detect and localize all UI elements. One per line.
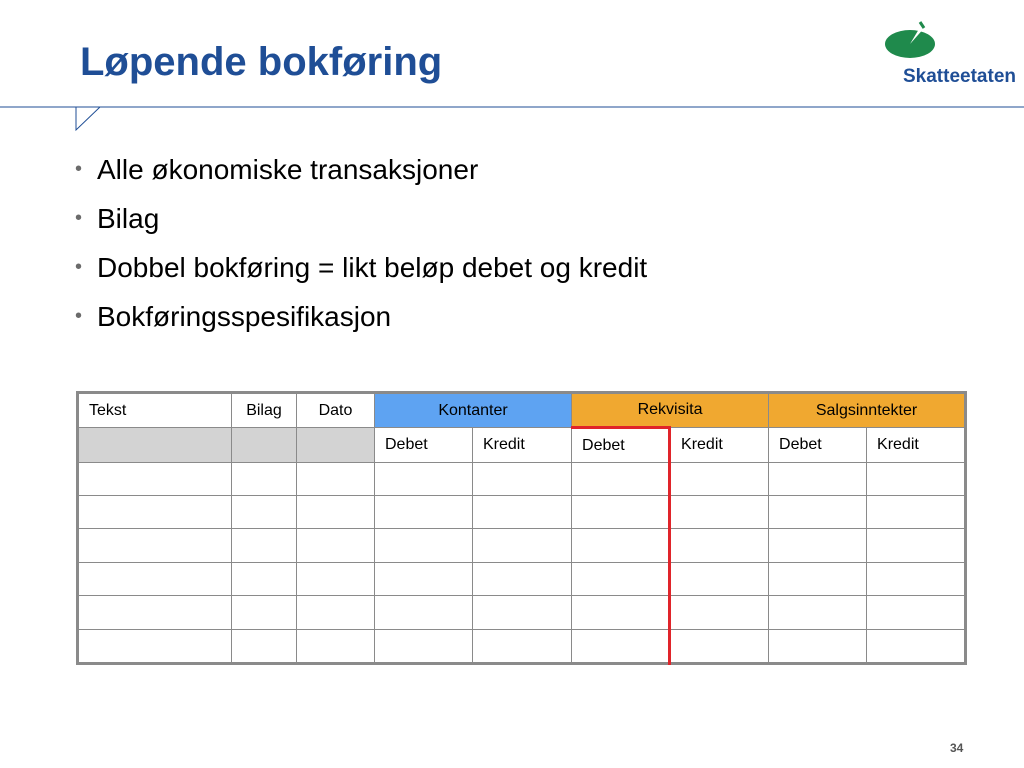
table-cell[interactable] xyxy=(375,629,473,663)
table-cell[interactable] xyxy=(572,496,670,529)
empty-rows xyxy=(78,462,966,663)
table-row xyxy=(78,462,966,495)
subheader-debet: Debet xyxy=(572,428,670,462)
table-cell[interactable] xyxy=(769,629,867,663)
bullet-list xyxy=(75,145,647,341)
table-row xyxy=(78,529,966,562)
bullet-item xyxy=(75,145,647,194)
table-cell[interactable] xyxy=(867,462,966,495)
header-kontanter: Kontanter xyxy=(375,393,572,428)
bullet-icon: • xyxy=(75,256,83,278)
bullet-icon: • xyxy=(75,207,83,229)
table-row xyxy=(78,562,966,595)
table-cell[interactable] xyxy=(572,596,670,629)
table-cell[interactable] xyxy=(572,629,670,663)
bullet-text: Bokføringsspesifikasjon xyxy=(97,301,392,332)
table-cell[interactable] xyxy=(572,562,670,595)
header-dato: Dato xyxy=(297,393,375,428)
table-cell[interactable] xyxy=(375,462,473,495)
table-cell[interactable] xyxy=(473,462,572,495)
header-rekvisita: Rekvisita xyxy=(572,393,769,428)
table-cell[interactable] xyxy=(297,529,375,562)
table-cell[interactable] xyxy=(867,496,966,529)
table-cell[interactable] xyxy=(375,496,473,529)
subheader-kredit: Kredit xyxy=(670,428,769,462)
table-cell[interactable] xyxy=(867,596,966,629)
bullet-item xyxy=(75,243,647,292)
subheader-kredit: Kredit xyxy=(867,428,966,462)
header-row xyxy=(78,393,966,428)
table-cell xyxy=(78,428,232,462)
table-cell[interactable] xyxy=(78,629,232,663)
header-salgsinntekter: Salgsinntekter xyxy=(769,393,966,428)
table-cell[interactable] xyxy=(297,596,375,629)
table-row xyxy=(78,629,966,663)
header-bilag: Bilag xyxy=(232,393,297,428)
table-cell[interactable] xyxy=(297,496,375,529)
bullet-icon: • xyxy=(75,305,83,327)
logo-text: Skatteetaten xyxy=(903,66,1016,87)
page-number: 34 xyxy=(950,741,964,755)
table-cell[interactable] xyxy=(867,629,966,663)
bullet-text: Dobbel bokføring = likt beløp debet og kredit xyxy=(97,252,648,283)
table-cell[interactable] xyxy=(867,529,966,562)
bullet-text: Alle økonomiske transaksjoner xyxy=(97,154,479,185)
table-cell[interactable] xyxy=(769,496,867,529)
table-cell[interactable] xyxy=(297,462,375,495)
table-cell[interactable] xyxy=(670,562,769,595)
skatteetaten-logo xyxy=(876,20,1016,100)
table-cell[interactable] xyxy=(232,496,297,529)
subheader-row xyxy=(78,428,966,462)
table-cell[interactable] xyxy=(232,529,297,562)
table-cell[interactable] xyxy=(232,629,297,663)
table-cell[interactable] xyxy=(375,529,473,562)
bullet-icon: • xyxy=(75,158,83,180)
header-divider xyxy=(0,0,1024,140)
subheader-debet: Debet xyxy=(375,428,473,462)
subheader-debet: Debet xyxy=(769,428,867,462)
table-cell[interactable] xyxy=(375,596,473,629)
table-cell[interactable] xyxy=(769,562,867,595)
table-cell[interactable] xyxy=(78,496,232,529)
table-cell[interactable] xyxy=(473,562,572,595)
table-cell[interactable] xyxy=(78,529,232,562)
subheader-kredit: Kredit xyxy=(473,428,572,462)
table-cell xyxy=(232,428,297,462)
table-cell[interactable] xyxy=(297,629,375,663)
table-cell[interactable] xyxy=(78,462,232,495)
table-cell[interactable] xyxy=(78,562,232,595)
table-row xyxy=(78,496,966,529)
table-cell[interactable] xyxy=(297,562,375,595)
table-cell[interactable] xyxy=(670,496,769,529)
table-cell[interactable] xyxy=(769,462,867,495)
bullet-item xyxy=(75,194,647,243)
table-cell[interactable] xyxy=(473,596,572,629)
table-cell[interactable] xyxy=(473,496,572,529)
table-cell[interactable] xyxy=(670,629,769,663)
leaf-logo-icon xyxy=(880,20,940,65)
table-cell[interactable] xyxy=(572,529,670,562)
table-cell[interactable] xyxy=(78,596,232,629)
table-cell[interactable] xyxy=(670,462,769,495)
bullet-text: Bilag xyxy=(97,203,160,234)
table-cell[interactable] xyxy=(473,529,572,562)
table-cell[interactable] xyxy=(232,462,297,495)
table-cell[interactable] xyxy=(670,596,769,629)
table-cell[interactable] xyxy=(572,462,670,495)
table-cell[interactable] xyxy=(867,562,966,595)
table-cell[interactable] xyxy=(473,629,572,663)
table-cell[interactable] xyxy=(670,529,769,562)
table-cell[interactable] xyxy=(232,596,297,629)
table-row xyxy=(78,596,966,629)
bullet-item xyxy=(75,292,647,341)
table-cell[interactable] xyxy=(769,596,867,629)
table-cell[interactable] xyxy=(769,529,867,562)
slide-title: Løpende bokføring xyxy=(80,40,443,84)
table-cell[interactable] xyxy=(232,562,297,595)
table-cell xyxy=(297,428,375,462)
header-tekst: Tekst xyxy=(78,393,232,428)
table-cell[interactable] xyxy=(375,562,473,595)
ledger-table xyxy=(76,391,967,665)
